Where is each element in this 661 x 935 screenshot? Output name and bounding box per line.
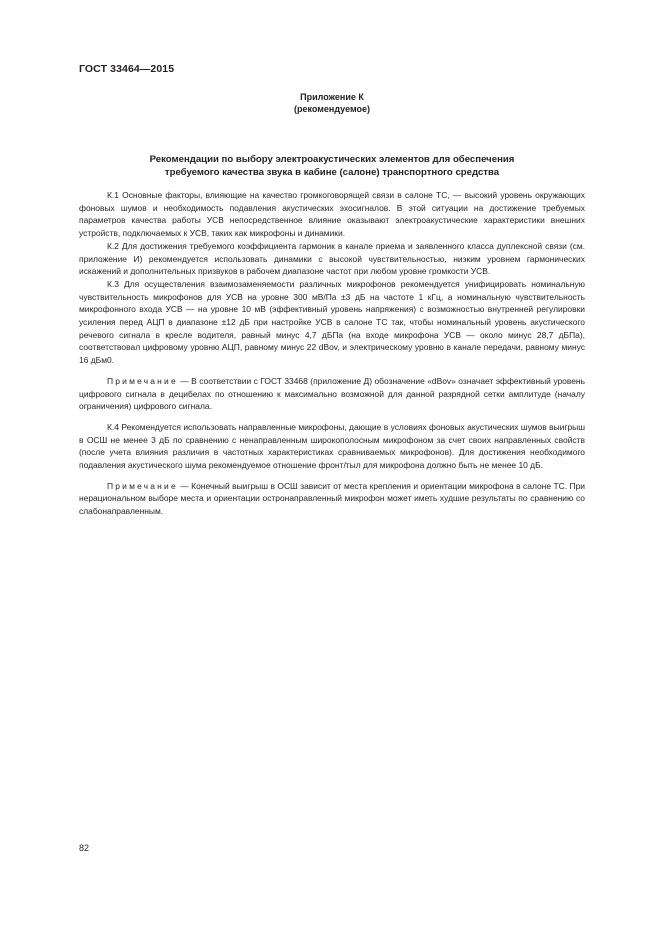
note-2-text: — Конечный выигрыш в ОСШ зависит от места крепления и ориентации микрофона в салоне ТС. При нерациональном выборе места и ориентации остронаправленный микрофон может иметь худшие результаты по сравнению со слабонаправленным. (79, 480, 585, 517)
section-k4: К.4 Рекомендуется использовать направленные микрофоны, дающие в условиях фоновых акустических шумов выигрыш в ОСШ не менее 3 дБ по сравнению с ненаправленным широкополосным микрофоном за счет своих направленных свойств (после учета влияния различия в частотных характеристиках сравниваемых микрофонов). Для достижения необходимого подавления акустического шума рекомендуемое отношение фронт/тыл для микрофона должно быть не менее 10 дБ. (79, 421, 585, 471)
annex-title: Приложение К (300, 92, 364, 102)
note-2 (79, 480, 585, 518)
note-1-label: Примечание (107, 375, 178, 386)
document-header: ГОСТ 33464—2015 (79, 63, 175, 75)
note-1 (79, 375, 585, 413)
annex-heading (79, 91, 585, 115)
page-number: 82 (79, 843, 90, 853)
document-body (79, 189, 585, 518)
document-title (79, 153, 585, 179)
section-k2: К.2 Для достижения требуемого коэффициента гармоник в канале приема и заявленного класса дуплексной связи (см. приложение И) рекомендуется использовать динамики с высокой чувствительностью, низким уровнем гармонических искажений и дополнительных призвуков в рабочем диапазоне частот при любом уровне громкости УСВ. (79, 240, 585, 277)
document-title-line-2: требуемого качества звука в кабине (салоне) транспортного средства (164, 167, 500, 178)
note-2-label: Примечание (107, 480, 178, 491)
document-title-line-1: Рекомендации по выбору электроакустических элементов для обеспечения (149, 154, 515, 165)
note-1-text: — В соответствии с ГОСТ 33468 (приложение Д) обозначение «dBov» означает эффективный уровень цифрового сигнала в децибелах по отношению к максимально возможной для данной разрядной сетки амплитуде (началу ограничения) цифрового сигнала. (79, 375, 585, 412)
section-k1: К.1 Основные факторы, влияющие на качество громкоговорящей связи в салоне ТС, — высокий уровень окружающих фоновых шумов и необходимость подавления акустических эхосигналов. В этой ситуации на достижение требуемых параметров качества работы УСВ непосредственное влияние оказывают электроакустические характеристики внешних устройств, подключаемых к УСВ, таких как микрофоны и динамики. (79, 190, 585, 239)
section-k3: К.3 Для осуществления взаимозаменяемости различных микрофонов рекомендуется унифицировать номинальную чувствительность микрофонов для УСВ на уровне 300 мВ/Па ±3 дБ на частоте 1 кГц, а номинальную чувствительность микрофонного входа УСВ — на уровне 10 мВ (эффективный уровень напряжения) с возможностью внутренней регулировки усиления перед АЦП в диапазоне ±12 дБ при настройке УСВ в салоне ТС так, чтобы номинальный уровень акустического речевого сигнала в кресле водителя, равный минус 4,7 дБПа (на входе микрофона УСВ — около минус 28,7 дБПа), соответствовал цифровому уровню АЦП, равному минус 22 dBov, и электрическому уровню в канале передачи, равному минус 16 дБм0. (79, 278, 585, 366)
annex-subtitle: (рекомендуемое) (294, 104, 370, 114)
